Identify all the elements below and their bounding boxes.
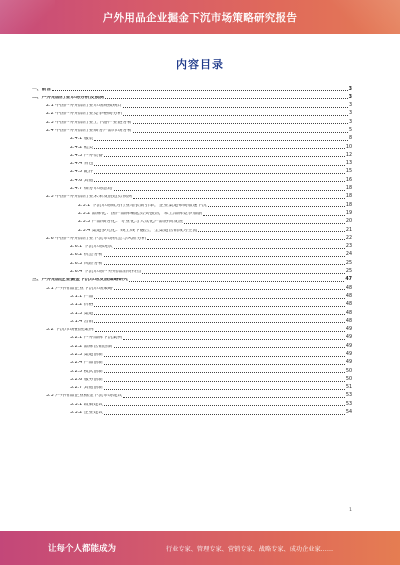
toc-entry-label: 2.4.2 鞋类 — [70, 145, 94, 150]
toc-entry-page: 49 — [345, 335, 352, 341]
toc-entry-label: 3.2 下沉市场拓展案例 — [46, 328, 94, 333]
toc-entry-page: 50 — [345, 376, 352, 382]
toc-entry[interactable] — [32, 374, 352, 382]
toc-entry-label: 2.2 中国户外用品行业竞争格局分析 — [46, 112, 123, 117]
page-number: 1 — [349, 508, 352, 513]
toc-dot-leader — [104, 156, 345, 157]
toc-dot-leader — [94, 306, 345, 307]
toc-entry[interactable] — [32, 192, 352, 200]
toc-entry[interactable] — [32, 366, 352, 374]
toc-dot-leader — [114, 248, 345, 249]
toc-entry-label: 3.3 户外用品企业掘金下沉市场建议 — [46, 394, 123, 399]
toc-dot-leader — [123, 107, 348, 108]
toc-entry-label: 2.4.6 其他 — [70, 178, 94, 183]
toc-dot-leader — [52, 90, 347, 91]
toc-entry-label: 3.1.3 渠道 — [70, 311, 94, 316]
toc-entry-label: 3.1.1 产品 — [70, 294, 94, 299]
toc-entry[interactable] — [32, 208, 352, 216]
toc-entry-label: 3.2.3 渠道创新 — [70, 353, 103, 357]
toc-entry[interactable] — [32, 399, 352, 407]
toc-entry-label: 二、户外用品行业市场分析及预测 — [32, 95, 104, 100]
toc-entry[interactable] — [32, 391, 352, 399]
toc-dot-leader — [104, 381, 345, 382]
toc-entry[interactable] — [32, 250, 352, 258]
toc-entry-label: 2.4 中国户外用品行业细分产品市场分析 — [46, 128, 132, 133]
toc-entry-label: 2.6 中国户外用品行业下沉市场机会与风险分析 — [46, 236, 147, 241]
toc-entry[interactable] — [32, 350, 352, 358]
toc-entry-label: 2.6.1 下沉市场现状 — [70, 245, 113, 250]
toc-entry-page: 48 — [345, 285, 352, 291]
toc-entry[interactable] — [32, 341, 352, 349]
toc-entry-page: 53 — [345, 401, 352, 407]
toc-entry-label: 2.6.4 下沉市场户外用品消费特点 — [70, 270, 142, 275]
toc-entry-page: 12 — [345, 152, 352, 158]
toc-entry-label: 3.2.7 其他创新 — [70, 386, 103, 391]
toc-entry-page: 3 — [348, 111, 352, 117]
toc-entry-label: 2.5.3 产品细分化：专业化与大众化产品协同发展 — [78, 220, 183, 225]
toc-entry-page: 8 — [348, 136, 352, 142]
toc-entry-label: 2.5 中国户外用品行业未来发展趋势预测 — [46, 195, 132, 200]
toc-dot-leader — [123, 115, 348, 116]
toc-entry-page: 22 — [345, 235, 352, 241]
toc-entry-label: 2.4.4 背包 — [70, 162, 94, 167]
toc-entry-label: 3.2.1 户外品牌下沉案例 — [70, 336, 123, 341]
toc-entry-label: 2.5.4 渠道多元化：线上线下融合，全渠道营销成为主流 — [78, 228, 198, 233]
toc-dot-leader — [105, 98, 348, 99]
toc-entry-page: 19 — [345, 210, 352, 216]
toc-entry-label: 2.1 中国户外用品行业市场规模统计 — [46, 104, 123, 109]
toc-dot-leader — [142, 273, 345, 274]
toc-entry-page: 18 — [345, 194, 352, 200]
toc-entry-page: 49 — [345, 352, 352, 357]
toc-entry-page: 24 — [345, 252, 352, 258]
toc-entry-label: 2.5.1 下沉市场成为行业增长新引擎，企业渠道布局加速下沉 — [78, 203, 207, 208]
toc-dot-leader — [104, 364, 345, 365]
toc-entry-page: 53 — [345, 393, 352, 399]
toc-dot-leader — [129, 281, 344, 282]
toc-dot-leader — [94, 165, 345, 166]
toc-dot-leader — [94, 148, 345, 149]
toc-entry[interactable] — [32, 184, 352, 192]
toc-entry-page: 18 — [345, 202, 352, 208]
toc-entry[interactable] — [32, 242, 352, 250]
toc-entry[interactable] — [32, 275, 352, 283]
toc-entry-page: 49 — [345, 327, 352, 333]
toc-entry[interactable] — [32, 150, 352, 158]
toc-entry-page: 23 — [345, 244, 352, 250]
toc-entry[interactable] — [32, 408, 352, 416]
toc-dot-leader — [94, 181, 345, 182]
toc-entry[interactable] — [32, 316, 352, 324]
toc-entry-label: 2.6.3 风险分析 — [70, 261, 103, 266]
toc-entry[interactable] — [32, 283, 352, 291]
toc-entry-page: 48 — [345, 310, 352, 316]
toc-entry[interactable] — [32, 308, 352, 316]
toc-entry[interactable] — [32, 125, 352, 133]
toc-dot-leader — [104, 256, 345, 257]
toc-entry-label: 2.4.7 细分市场总结 — [70, 187, 113, 192]
toc-entry-label: 3.1.4 营销 — [70, 319, 94, 324]
toc-entry[interactable] — [32, 325, 352, 333]
toc-entry-page: 21 — [345, 227, 352, 233]
toc-dot-leader — [104, 264, 345, 265]
toc-entry-page: 13 — [345, 161, 352, 167]
footer-slogan-right: 行业专家、管理专家、营销专家、战略专家、成功企业家…… — [166, 545, 334, 553]
toc-entry-label: 3.1.2 价格 — [70, 303, 94, 308]
toc-entry[interactable] — [32, 300, 352, 308]
toc-entry[interactable] — [32, 258, 352, 266]
toc-entry-page: 3 — [348, 94, 352, 100]
toc-entry-label: 2.5.2 品牌化：国产品牌崛起势头强劲，本土品牌竞争加剧 — [78, 211, 203, 216]
toc-dot-leader — [123, 397, 345, 398]
toc-dot-leader — [104, 372, 345, 373]
toc-entry-page: 47 — [345, 277, 352, 283]
footer-slogan-left: 让每个人都能成为 — [48, 544, 117, 554]
toc-dot-leader — [198, 231, 345, 232]
toc-dot-leader — [94, 140, 348, 141]
toc-dot-leader — [208, 206, 345, 207]
toc-entry-page: 50 — [345, 368, 352, 374]
toc-entry[interactable] — [32, 167, 352, 175]
header-decoration-left — [0, 0, 55, 34]
toc-entry-label: 3.1 户外用品企业下沉市场策略 — [46, 286, 113, 291]
toc-entry-page: 48 — [345, 302, 352, 308]
toc-dot-leader — [94, 298, 345, 299]
toc-entry-page: 20 — [345, 219, 352, 225]
header-decoration-right — [330, 0, 400, 34]
toc-entry-label: 3.2.5 模式创新 — [70, 369, 103, 374]
toc-entry[interactable] — [32, 217, 352, 225]
toc-entry-page: 25 — [345, 269, 352, 275]
toc-entry-label: 2.6.2 机会分析 — [70, 253, 103, 258]
toc-entry-page: 48 — [345, 318, 352, 324]
toc-entry-page: 18 — [345, 186, 352, 192]
toc-dot-leader — [104, 389, 345, 390]
toc-dot-leader — [114, 190, 345, 191]
toc-entry-page: 54 — [345, 410, 352, 416]
toc-entry[interactable] — [32, 358, 352, 366]
toc-dot-leader — [114, 289, 345, 290]
toc-entry-label: 3.2.2 品牌营销创新 — [70, 344, 113, 349]
toc-dot-leader — [184, 223, 345, 224]
toc-entry-page: 48 — [345, 293, 352, 299]
toc-dot-leader — [123, 339, 345, 340]
toc-dot-leader — [133, 132, 348, 133]
toc-entry-label: 一、前言 — [32, 87, 52, 92]
toc-dot-leader — [203, 215, 345, 216]
toc-entry[interactable] — [32, 109, 352, 117]
toc-entry-page: 49 — [345, 360, 352, 366]
toc-dot-leader — [104, 414, 345, 415]
toc-entry-page: 51 — [345, 385, 352, 391]
toc-dot-leader — [95, 331, 345, 332]
toc-entry-label: 3.2.4 产品创新 — [70, 361, 103, 366]
toc-entry-page: 3 — [348, 119, 352, 125]
toc-entry-label: 3.3.1 政策建议 — [70, 402, 103, 407]
toc-entry[interactable] — [32, 134, 352, 142]
toc-dot-leader — [133, 198, 345, 199]
toc-entry-label: 3.3.2 企业建议 — [70, 411, 103, 416]
toc-entry-label: 三、户外用品企业掘金下沉市场发展策略研究 — [32, 278, 128, 283]
toc-entry-label: 2.4.1 服装 — [70, 137, 94, 142]
toc-entry[interactable] — [32, 101, 352, 109]
toc-dot-leader — [147, 239, 345, 240]
toc-entry-label: 2.4.3 户外装备 — [70, 153, 103, 158]
toc-entry-page: 3 — [348, 86, 352, 92]
toc-entry[interactable] — [32, 333, 352, 341]
toc-entry-page: 3 — [348, 103, 352, 109]
toc-dot-leader — [94, 322, 345, 323]
table-of-contents — [32, 84, 352, 416]
toc-dot-leader — [94, 314, 345, 315]
toc-entry-label: 3.2.6 服务创新 — [70, 377, 103, 382]
toc-entry[interactable] — [32, 291, 352, 299]
toc-dot-leader — [133, 123, 348, 124]
toc-entry[interactable] — [32, 117, 352, 125]
toc-entry[interactable] — [32, 92, 352, 100]
toc-entry-page: 25 — [345, 260, 352, 266]
toc-entry[interactable] — [32, 233, 352, 241]
toc-entry-page: 5 — [348, 127, 352, 133]
toc-entry-page: 16 — [345, 177, 352, 183]
toc-entry[interactable] — [32, 142, 352, 150]
toc-entry[interactable] — [32, 159, 352, 167]
report-title: 户外用品企业掘金下沉市场策略研究报告 — [102, 11, 298, 24]
toc-entry-page: 10 — [345, 144, 352, 150]
toc-heading: 内容目录 — [176, 58, 224, 71]
toc-dot-leader — [114, 347, 345, 348]
toc-dot-leader — [94, 173, 345, 174]
toc-entry[interactable] — [32, 200, 352, 208]
footer-banner — [0, 531, 400, 565]
toc-entry[interactable] — [32, 175, 352, 183]
toc-entry-page: 15 — [345, 169, 352, 175]
toc-entry[interactable] — [32, 225, 352, 233]
toc-entry-page: 49 — [345, 343, 352, 349]
toc-dot-leader — [104, 405, 345, 406]
toc-entry[interactable] — [32, 267, 352, 275]
toc-dot-leader — [104, 356, 345, 357]
toc-entry[interactable] — [32, 383, 352, 391]
header-banner — [0, 0, 400, 34]
toc-entry-label: 2.3 中国户外用品行业上下游产业链分析 — [46, 120, 132, 125]
toc-entry-label: 2.4.5 配件 — [70, 170, 94, 175]
toc-entry[interactable] — [32, 84, 352, 92]
